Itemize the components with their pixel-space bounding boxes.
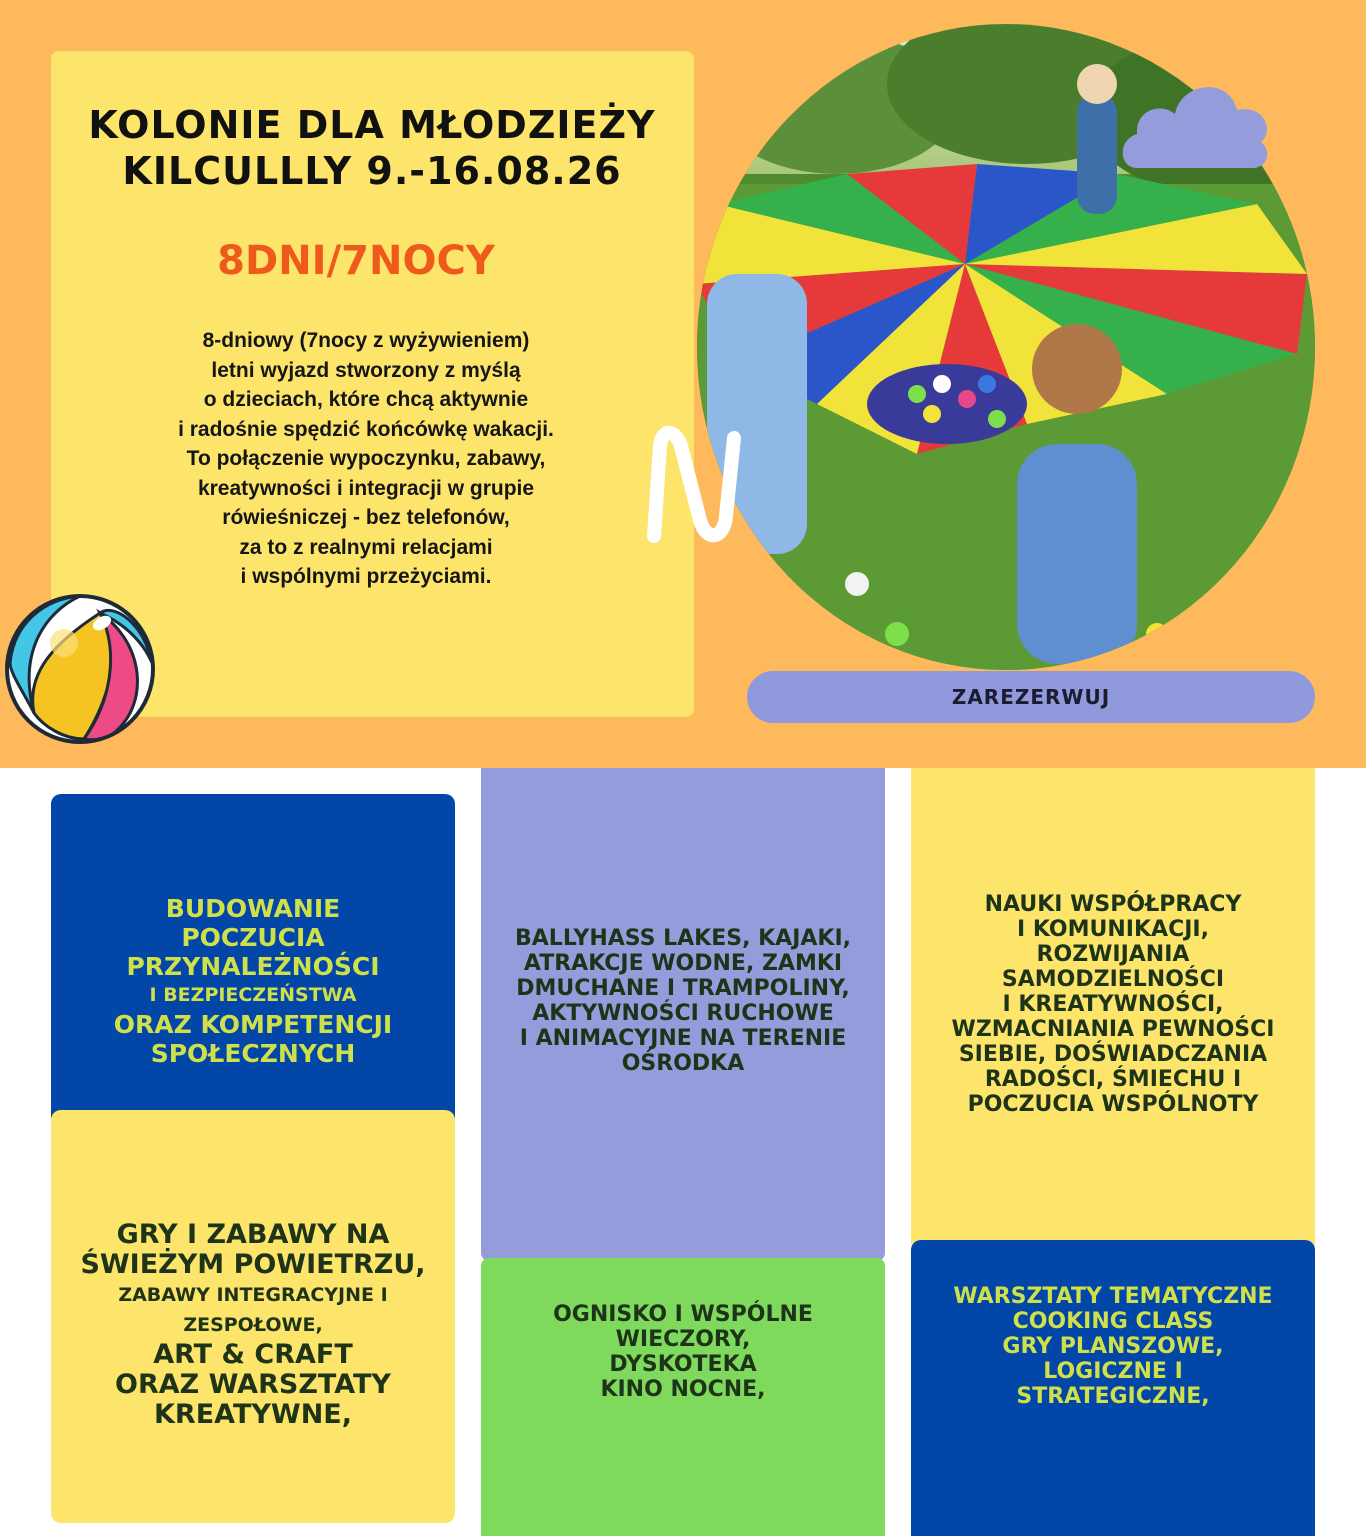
card-skills: [911, 768, 1315, 1252]
card-workshops-text: WARSZTATY TEMATYCZNE COOKING CLASS GRY PLANSZOWE, LOGICZNE I STRATEGICZNE,: [953, 1284, 1273, 1409]
card-attractions-text: BALLYHASS LAKES, KAJAKI, ATRAKCJE WODNE, ZAMKI DMUCHANE I TRAMPOLINY, AKTYWNOŚCI RUCHOWE I ANIMACYJNE NA TERENIE OŚRODKA: [515, 926, 851, 1076]
card-outdoor-games-line2: ZABAWY INTEGRACYJNE I ZESPOŁOWE,: [118, 1284, 388, 1336]
card-outdoor-games-text: [80, 1220, 425, 1430]
squiggle-icon: [642, 420, 748, 550]
card-outdoor-games-line3: ART & CRAFT ORAZ WARSZTATY KREATYWNE,: [115, 1339, 391, 1430]
intro-description: 8-dniowy (7nocy z wyżywieniem) letni wyjazd stworzony z myślą o dzieciach, które chcą aktywnie i radośnie spędzić końcówkę wakacji. To połączenie wypoczynku, zabawy, kreatywności i integracji w grupie rówieśniczej - bez telefonów, za to z realnymi relacjami i wspólnymi przeżyciami.: [178, 329, 554, 588]
card-evenings: [481, 1258, 885, 1536]
card-workshops: [911, 1240, 1315, 1536]
card-belonging-text: [114, 894, 392, 1068]
cloud-icon: [1117, 76, 1275, 172]
card-belonging-line3: ORAZ KOMPETENCJI SPOŁECZNYCH: [113, 1010, 393, 1068]
duration-label: 8DNI/7NOCY: [217, 238, 495, 284]
card-attractions: [481, 768, 885, 1261]
card-belonging-line2: I BEZPIECZEŃSTWA: [149, 984, 357, 1006]
page-title: KOLONIE DLA MŁODZIEŻY KILCULLLY 9.-16.08.26: [88, 103, 656, 193]
card-skills-text: NAUKI WSPÓŁPRACY I KOMUNIKACJI, ROZWIJANIA SAMODZIELNOŚCI I KREATYWNOŚCI, WZMACNIANIA PEWNOŚCI SIEBIE, DOŚWIADCZANIA RADOŚCI, ŚMIECHU I POCZUCIA WSPÓLNOTY: [951, 892, 1275, 1117]
card-evenings-text: OGNISKO I WSPÓLNE WIECZORY, DYSKOTEKA KINO NOCNE,: [553, 1302, 813, 1402]
card-belonging: [51, 794, 455, 1154]
card-belonging-line1: BUDOWANIE POCZUCIA PRZYNALEŻNOŚCI: [126, 894, 380, 981]
card-outdoor-games: [51, 1110, 455, 1523]
card-outdoor-games-line1: GRY I ZABAWY NA ŚWIEŻYM POWIETRZU,: [80, 1219, 426, 1280]
beach-ball-icon: [4, 593, 156, 745]
book-button[interactable]: ZAREZERWUJ: [747, 671, 1315, 723]
